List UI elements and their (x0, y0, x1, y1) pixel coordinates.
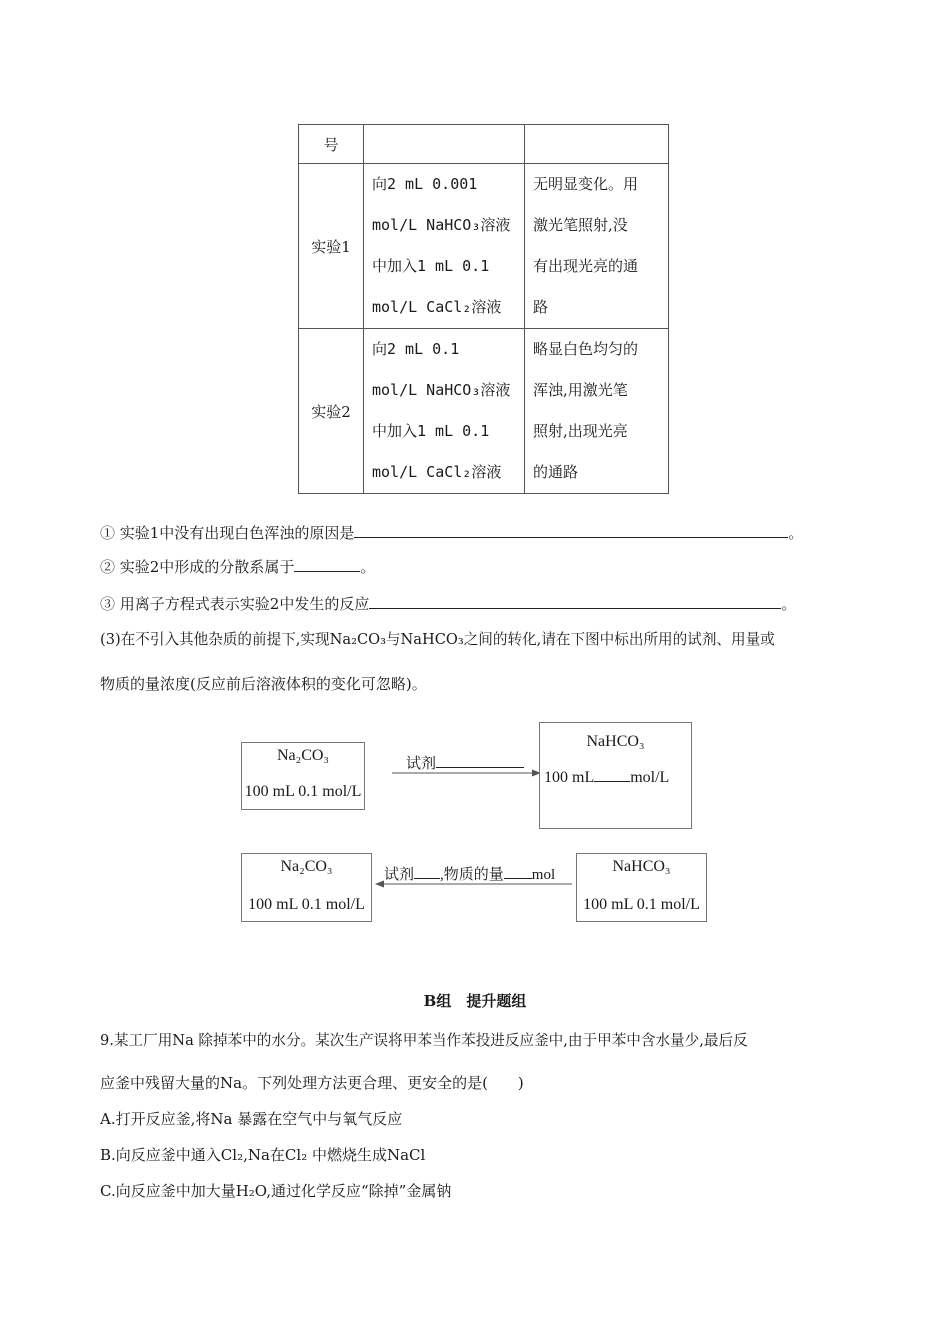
nahco3-box-top (539, 722, 692, 829)
table-row (299, 164, 669, 329)
question-2-end: 。 (360, 558, 376, 576)
part-3-line-2: 物质的量浓度(反应前后溶液体积的变化可忽略)。 (100, 675, 427, 693)
left-arrow-icon (374, 879, 574, 891)
question-3-text: ③ 用离子方程式表示实验2中发生的反应 (100, 595, 370, 613)
right-arrow-icon (392, 768, 542, 780)
phenomenon-line: 的通路 (533, 463, 579, 481)
phenomenon-line: 有出现光亮的通 (533, 257, 639, 275)
reagent-label: 试剂 (384, 867, 415, 883)
box-amount: 100 mL 0.1 mol/L (583, 896, 700, 913)
answer-blank[interactable] (354, 523, 788, 538)
box-amount (544, 769, 691, 787)
reagent-blank[interactable] (414, 866, 440, 879)
reagent-label: 试剂 (406, 756, 437, 772)
experiment-table (298, 124, 669, 494)
header-cell-empty (525, 125, 669, 164)
procedure-cell (364, 329, 525, 494)
table-row (299, 329, 669, 494)
box-amount: 100 mL 0.1 mol/L (248, 896, 365, 913)
experiment-label: 实验2 (299, 329, 364, 494)
question-1 (100, 523, 803, 543)
procedure-line: mol/L NaHCO₃溶液 (372, 216, 511, 234)
box-formula: NaHCO₃ (586, 733, 645, 750)
table-header-row (299, 125, 669, 164)
box-formula: Na₂CO₃ (280, 858, 333, 875)
phenomenon-line: 略显白色均匀的 (533, 340, 639, 358)
section-title: B组 提升题组 (423, 992, 527, 1010)
unit-label: mol (531, 867, 556, 883)
procedure-line: mol/L NaHCO₃溶液 (372, 381, 511, 399)
question-2 (100, 557, 375, 577)
procedure-line: 中加入1 mL 0.1 (372, 257, 490, 275)
header-cell-empty (364, 125, 525, 164)
procedure-line: 向2 mL 0.1 (372, 340, 460, 358)
procedure-cell (364, 164, 525, 329)
question-2-text: ② 实验2中形成的分散系属于 (100, 558, 295, 576)
amount-blank[interactable] (504, 866, 532, 879)
concentration-blank[interactable] (594, 769, 630, 782)
experiment-label: 实验1 (299, 164, 364, 329)
phenomenon-cell (525, 164, 669, 329)
question-3 (100, 594, 796, 614)
question-3-end: 。 (781, 595, 797, 613)
phenomenon-cell (525, 329, 669, 494)
part-3-line-1: (3)在不引入其他杂质的前提下,实现Na₂CO₃与NaHCO₃之间的转化,请在下图中标出所用的试剂、用量或 (100, 631, 775, 648)
phenomenon-line: 照射,出现光亮 (533, 422, 628, 440)
procedure-line: 向2 mL 0.001 (372, 175, 478, 193)
box-formula: NaHCO₃ (612, 858, 671, 875)
reagent-blank[interactable] (436, 755, 524, 768)
q9-option-c[interactable]: C.向反应釜中加大量H₂O,通过化学反应“除掉”金属钠 (100, 1182, 452, 1200)
phenomenon-line: 浑浊,用激光笔 (533, 381, 628, 399)
procedure-line: 中加入1 mL 0.1 (372, 422, 490, 440)
question-1-text: ① 实验1中没有出现白色浑浊的原因是 (100, 524, 355, 542)
q9-stem-line-1: 9.某工厂用Na 除掉苯中的水分。某次生产误将甲苯当作苯投进反应釜中,由于甲苯中含水量少,最后反 (100, 1032, 748, 1049)
na2co3-box-top (241, 742, 365, 810)
box-formula: Na₂CO₃ (276, 747, 330, 764)
procedure-line: mol/L CaCl₂溶液 (372, 463, 502, 481)
phenomenon-line: 无明显变化。用 (533, 175, 639, 193)
answer-blank[interactable] (294, 557, 360, 572)
answer-blank[interactable] (369, 594, 781, 609)
phenomenon-line: 路 (533, 298, 549, 316)
question-1-end: 。 (788, 524, 804, 542)
na2co3-box-bottom (241, 853, 372, 922)
procedure-line: mol/L CaCl₂溶液 (372, 298, 502, 316)
phenomenon-line: 激光笔照射,没 (533, 216, 628, 234)
amount-prefix: 100 mL (544, 769, 595, 786)
amount-suffix: mol/L (630, 769, 670, 786)
header-cell: 号 (299, 125, 364, 164)
box-amount: 100 mL 0.1 mol/L (244, 783, 362, 800)
q9-option-a[interactable]: A.打开反应釜,将Na 暴露在空气中与氧气反应 (100, 1110, 403, 1128)
q9-stem-line-2: 应釜中残留大量的Na。下列处理方法更合理、更安全的是( ) (100, 1074, 524, 1092)
nahco3-box-bottom (576, 853, 707, 922)
q9-option-b[interactable]: B.向反应釜中通入Cl₂,Na在Cl₂ 中燃烧生成NaCl (100, 1146, 426, 1164)
amount-label: ,物质的量 (440, 867, 504, 883)
